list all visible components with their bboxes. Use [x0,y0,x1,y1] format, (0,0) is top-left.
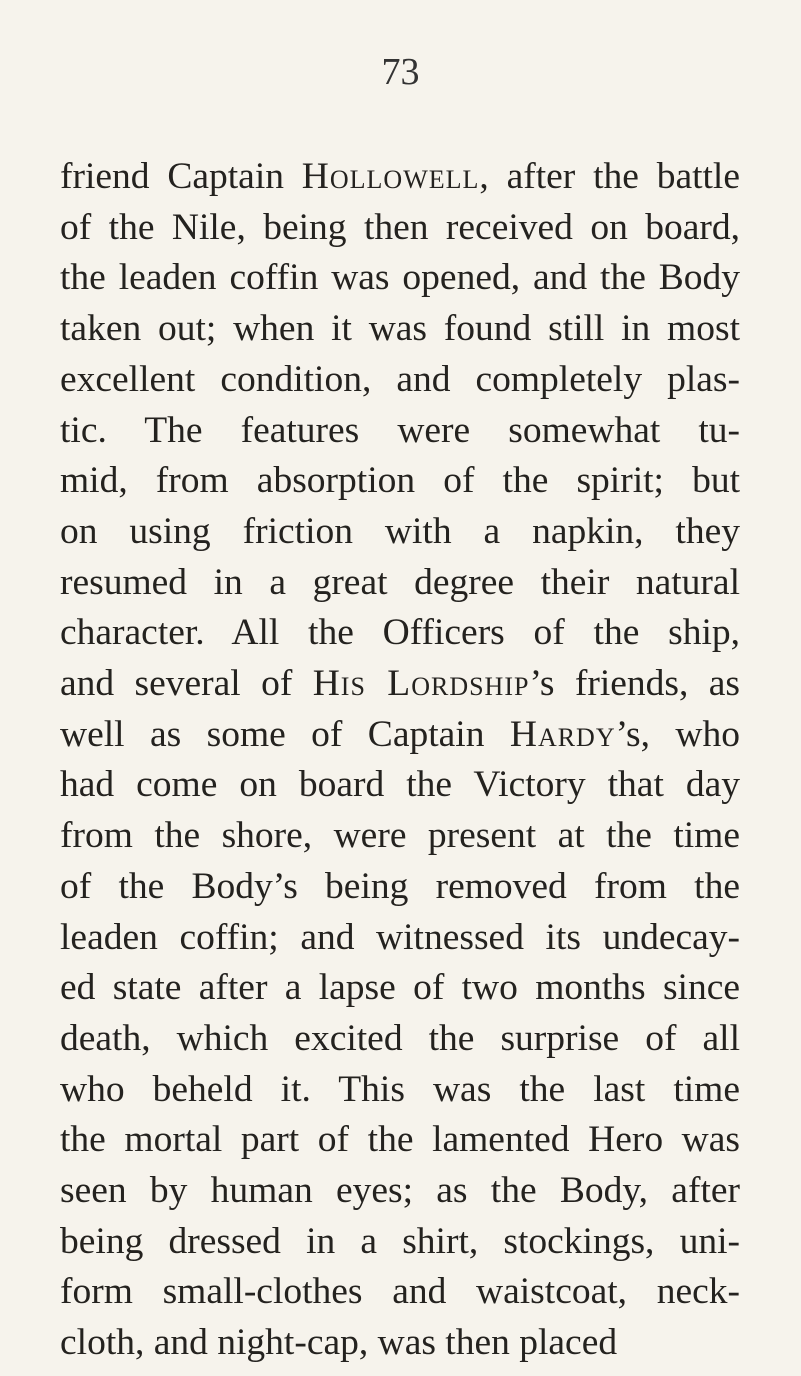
page-number: 73 [381,51,420,93]
text-line [60,507,740,558]
text-segment: the leaden coffin was opened, and the Body [60,257,740,299]
text-line [60,1166,740,1217]
text-line [60,1217,740,1268]
text-line [60,152,740,203]
text-line [60,608,740,659]
text-segment: on using friction with a napkin, they [60,510,740,552]
text-segment: being dressed in a shirt, stockings, uni- [60,1220,740,1262]
text-segment: death, which excited the surprise of all [60,1017,740,1059]
text-segment: had come on board the Victory that day [60,764,740,806]
text-segment: resumed in a great degree their natural [60,561,740,603]
text-segment: the mortal part of the lamented Hero was [60,1119,740,1161]
text-line [60,456,740,507]
text-segment: and several of [60,663,313,705]
text-line [60,1115,740,1166]
text-segment: ed state after a lapse of two months since [60,967,740,1009]
small-caps-name: Hollowell [301,156,480,197]
text-line [60,1065,740,1116]
text-line [60,1318,740,1369]
text-segment: form small-clothes and waistcoat, neck- [60,1271,740,1313]
text-segment: mid, from absorption of the spirit; but [60,460,740,502]
text-line [60,710,740,761]
text-segment: tic. The features were somewhat tu- [60,409,740,451]
small-caps-name: His Lordship [312,663,530,705]
text-line [60,1014,740,1065]
text-line [60,811,740,862]
text-segment: from the shore, were present at the time [60,815,740,857]
text-line [60,1267,740,1318]
text-line [60,558,740,609]
text-line [60,253,740,304]
text-segment: of the Body’s being removed from the [60,865,740,907]
text-line [60,355,740,406]
text-line [60,760,740,811]
text-line [60,913,740,964]
body-text [60,152,740,1369]
text-segment: well as some of Captain [60,713,510,755]
text-segment: of the Nile, being then received on board, [60,206,740,248]
text-segment: character. All the Officers of the ship, [60,612,740,654]
small-caps-name: Hardy [509,713,616,755]
text-segment: leaden coffin; and witnessed its undecay- [60,916,740,958]
text-segment: who beheld it. This was the last time [60,1068,740,1110]
text-segment: excellent condition, and completely plas- [60,358,740,400]
text-line [60,862,740,913]
text-segment: , after the battle [479,156,740,197]
text-line [60,659,740,710]
text-segment: taken out; when it was found still in most [60,308,740,350]
text-segment: ’s friends, as [529,663,740,705]
text-line [60,304,740,355]
text-segment: ’s, who [615,713,740,755]
text-line [60,963,740,1014]
text-segment: cloth, and night-cap, was then placed [60,1322,618,1364]
text-line [60,406,740,457]
text-line [60,203,740,254]
text-segment: seen by human eyes; as the Body, after [60,1170,740,1212]
text-segment: friend Captain [60,156,302,197]
